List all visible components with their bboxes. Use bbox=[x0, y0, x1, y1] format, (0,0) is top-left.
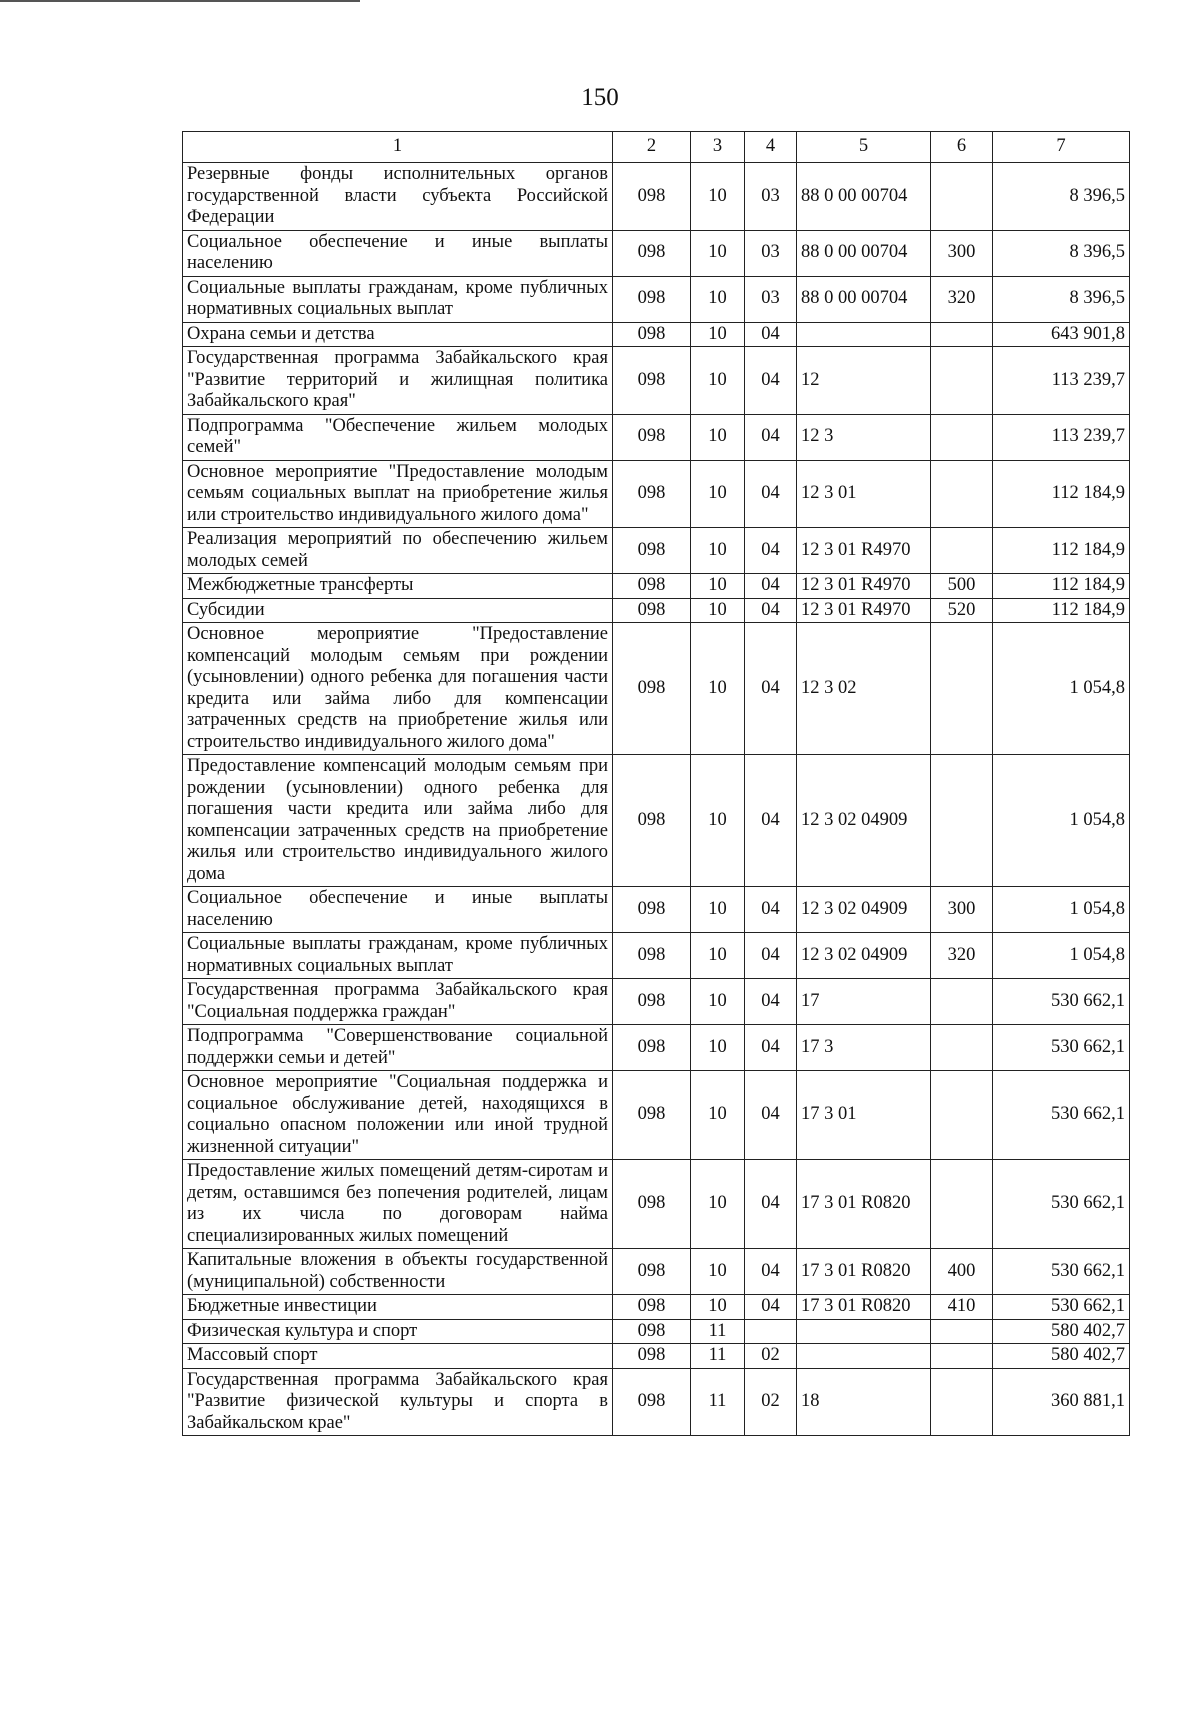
section-code-cell: 10 bbox=[691, 230, 745, 276]
subsection-code-cell: 04 bbox=[745, 460, 797, 528]
table-row bbox=[183, 755, 1130, 887]
grbs-code-cell: 098 bbox=[613, 574, 691, 599]
target-article-cell: 12 3 02 bbox=[797, 623, 931, 755]
expense-type-cell bbox=[931, 1344, 993, 1369]
item-name-cell: Основное мероприятие "Предоставление молодым семьям социальных выплат на приобретение жилья или строительство индивидуального жилого дома" bbox=[183, 460, 613, 528]
target-article-cell: 12 3 02 04909 bbox=[797, 755, 931, 887]
amount-cell: 8 396,5 bbox=[993, 276, 1130, 322]
subsection-code-cell: 04 bbox=[745, 322, 797, 347]
grbs-code-cell: 098 bbox=[613, 979, 691, 1025]
item-name-cell: Массовый спорт bbox=[183, 1344, 613, 1369]
section-code-cell: 11 bbox=[691, 1368, 745, 1436]
amount-cell: 530 662,1 bbox=[993, 1295, 1130, 1320]
target-article-cell bbox=[797, 1344, 931, 1369]
item-name-cell: Предоставление компенсаций молодым семьям при рождении (усыновлении) одного ребенка для погашения части кредита или займа либо для компенсации затраченных средств на приобретение жилья или строительство индивидуального жилого дома bbox=[183, 755, 613, 887]
table-row bbox=[183, 414, 1130, 460]
grbs-code-cell: 098 bbox=[613, 460, 691, 528]
amount-cell: 1 054,8 bbox=[993, 887, 1130, 933]
table-row bbox=[183, 574, 1130, 599]
section-code-cell: 10 bbox=[691, 1249, 745, 1295]
item-name-cell: Бюджетные инвестиции bbox=[183, 1295, 613, 1320]
target-article-cell: 17 3 01 bbox=[797, 1071, 931, 1160]
amount-cell: 530 662,1 bbox=[993, 1025, 1130, 1071]
expense-type-cell bbox=[931, 979, 993, 1025]
table-row bbox=[183, 598, 1130, 623]
table-row bbox=[183, 887, 1130, 933]
target-article-cell: 12 bbox=[797, 347, 931, 415]
grbs-code-cell: 098 bbox=[613, 1249, 691, 1295]
section-code-cell: 10 bbox=[691, 574, 745, 599]
table-row bbox=[183, 230, 1130, 276]
amount-cell: 580 402,7 bbox=[993, 1344, 1130, 1369]
grbs-code-cell: 098 bbox=[613, 1071, 691, 1160]
header-cell: 5 bbox=[797, 132, 931, 163]
item-name-cell: Субсидии bbox=[183, 598, 613, 623]
table-row bbox=[183, 347, 1130, 415]
table-row bbox=[183, 322, 1130, 347]
section-code-cell: 10 bbox=[691, 887, 745, 933]
section-code-cell: 10 bbox=[691, 1071, 745, 1160]
grbs-code-cell: 098 bbox=[613, 347, 691, 415]
section-code-cell: 10 bbox=[691, 163, 745, 231]
target-article-cell: 12 3 02 04909 bbox=[797, 933, 931, 979]
item-name-cell: Подпрограмма "Совершенствование социальной поддержки семьи и детей" bbox=[183, 1025, 613, 1071]
header-cell: 2 bbox=[613, 132, 691, 163]
item-name-cell: Капитальные вложения в объекты государственной (муниципальной) собственности bbox=[183, 1249, 613, 1295]
target-article-cell: 17 3 01 R0820 bbox=[797, 1160, 931, 1249]
table-row bbox=[183, 933, 1130, 979]
amount-cell: 112 184,9 bbox=[993, 598, 1130, 623]
item-name-cell: Социальные выплаты гражданам, кроме публичных нормативных социальных выплат bbox=[183, 933, 613, 979]
expense-type-cell bbox=[931, 414, 993, 460]
subsection-code-cell: 04 bbox=[745, 347, 797, 415]
subsection-code-cell: 04 bbox=[745, 528, 797, 574]
amount-cell: 1 054,8 bbox=[993, 623, 1130, 755]
item-name-cell: Резервные фонды исполнительных органов государственной власти субъекта Российской Федерации bbox=[183, 163, 613, 231]
section-code-cell: 10 bbox=[691, 528, 745, 574]
table-row bbox=[183, 1249, 1130, 1295]
target-article-cell: 12 3 01 bbox=[797, 460, 931, 528]
table-row bbox=[183, 528, 1130, 574]
expense-type-cell bbox=[931, 623, 993, 755]
amount-cell: 1 054,8 bbox=[993, 933, 1130, 979]
table-row bbox=[183, 1160, 1130, 1249]
table-row bbox=[183, 979, 1130, 1025]
target-article-cell: 17 3 01 R0820 bbox=[797, 1295, 931, 1320]
expense-type-cell bbox=[931, 755, 993, 887]
target-article-cell: 12 3 bbox=[797, 414, 931, 460]
subsection-code-cell: 03 bbox=[745, 230, 797, 276]
amount-cell: 8 396,5 bbox=[993, 163, 1130, 231]
table-row bbox=[183, 1071, 1130, 1160]
target-article-cell: 18 bbox=[797, 1368, 931, 1436]
amount-cell: 8 396,5 bbox=[993, 230, 1130, 276]
table-row bbox=[183, 1025, 1130, 1071]
target-article-cell: 17 bbox=[797, 979, 931, 1025]
subsection-code-cell bbox=[745, 1319, 797, 1344]
item-name-cell: Социальные выплаты гражданам, кроме публичных нормативных социальных выплат bbox=[183, 276, 613, 322]
subsection-code-cell: 02 bbox=[745, 1344, 797, 1369]
subsection-code-cell: 04 bbox=[745, 1160, 797, 1249]
header-row bbox=[183, 132, 1130, 163]
expense-type-cell: 320 bbox=[931, 276, 993, 322]
target-article-cell: 17 3 01 R0820 bbox=[797, 1249, 931, 1295]
amount-cell: 530 662,1 bbox=[993, 979, 1130, 1025]
amount-cell: 530 662,1 bbox=[993, 1160, 1130, 1249]
table-row bbox=[183, 1344, 1130, 1369]
header-cell: 3 bbox=[691, 132, 745, 163]
expense-type-cell bbox=[931, 1319, 993, 1344]
grbs-code-cell: 098 bbox=[613, 1025, 691, 1071]
table-row bbox=[183, 276, 1130, 322]
section-code-cell: 10 bbox=[691, 1295, 745, 1320]
section-code-cell: 10 bbox=[691, 460, 745, 528]
amount-cell: 113 239,7 bbox=[993, 347, 1130, 415]
subsection-code-cell: 04 bbox=[745, 623, 797, 755]
subsection-code-cell: 04 bbox=[745, 1071, 797, 1160]
grbs-code-cell: 098 bbox=[613, 163, 691, 231]
grbs-code-cell: 098 bbox=[613, 887, 691, 933]
target-article-cell: 12 3 01 R4970 bbox=[797, 574, 931, 599]
budget-table bbox=[182, 131, 1130, 1436]
subsection-code-cell: 04 bbox=[745, 1249, 797, 1295]
header-cell: 4 bbox=[745, 132, 797, 163]
subsection-code-cell: 04 bbox=[745, 598, 797, 623]
section-code-cell: 10 bbox=[691, 414, 745, 460]
section-code-cell: 10 bbox=[691, 276, 745, 322]
amount-cell: 112 184,9 bbox=[993, 574, 1130, 599]
section-code-cell: 10 bbox=[691, 1160, 745, 1249]
grbs-code-cell: 098 bbox=[613, 1368, 691, 1436]
item-name-cell: Реализация мероприятий по обеспечению жильем молодых семей bbox=[183, 528, 613, 574]
subsection-code-cell: 04 bbox=[745, 755, 797, 887]
target-article-cell: 17 3 bbox=[797, 1025, 931, 1071]
subsection-code-cell: 03 bbox=[745, 163, 797, 231]
item-name-cell: Подпрограмма "Обеспечение жильем молодых семей" bbox=[183, 414, 613, 460]
amount-cell: 643 901,8 bbox=[993, 322, 1130, 347]
subsection-code-cell: 04 bbox=[745, 574, 797, 599]
item-name-cell: Межбюджетные трансферты bbox=[183, 574, 613, 599]
subsection-code-cell: 04 bbox=[745, 887, 797, 933]
grbs-code-cell: 098 bbox=[613, 933, 691, 979]
section-code-cell: 10 bbox=[691, 322, 745, 347]
target-article-cell bbox=[797, 322, 931, 347]
grbs-code-cell: 098 bbox=[613, 598, 691, 623]
grbs-code-cell: 098 bbox=[613, 230, 691, 276]
amount-cell: 530 662,1 bbox=[993, 1249, 1130, 1295]
expense-type-cell bbox=[931, 163, 993, 231]
subsection-code-cell: 03 bbox=[745, 276, 797, 322]
grbs-code-cell: 098 bbox=[613, 623, 691, 755]
grbs-code-cell: 098 bbox=[613, 322, 691, 347]
section-code-cell: 11 bbox=[691, 1319, 745, 1344]
section-code-cell: 10 bbox=[691, 1025, 745, 1071]
item-name-cell: Основное мероприятие "Социальная поддержка и социальное обслуживание детей, находящихся в социально опасном положении или иной трудной жизненной ситуации" bbox=[183, 1071, 613, 1160]
section-code-cell: 10 bbox=[691, 623, 745, 755]
section-code-cell: 10 bbox=[691, 933, 745, 979]
target-article-cell: 88 0 00 00704 bbox=[797, 276, 931, 322]
expense-type-cell: 400 bbox=[931, 1249, 993, 1295]
grbs-code-cell: 098 bbox=[613, 755, 691, 887]
grbs-code-cell: 098 bbox=[613, 528, 691, 574]
expense-type-cell: 300 bbox=[931, 887, 993, 933]
expense-type-cell bbox=[931, 322, 993, 347]
target-article-cell bbox=[797, 1319, 931, 1344]
target-article-cell: 12 3 01 R4970 bbox=[797, 598, 931, 623]
subsection-code-cell: 04 bbox=[745, 933, 797, 979]
table-row bbox=[183, 163, 1130, 231]
page-number: 150 bbox=[581, 84, 619, 111]
subsection-code-cell: 04 bbox=[745, 979, 797, 1025]
section-code-cell: 10 bbox=[691, 347, 745, 415]
expense-type-cell bbox=[931, 347, 993, 415]
item-name-cell: Предоставление жилых помещений детям-сиротам и детям, оставшимся без попечения родителей, лицам из их числа по договорам найма специализированных жилых помещений bbox=[183, 1160, 613, 1249]
table-row bbox=[183, 1295, 1130, 1320]
header-cell: 6 bbox=[931, 132, 993, 163]
item-name-cell: Государственная программа Забайкальского края "Социальная поддержка граждан" bbox=[183, 979, 613, 1025]
amount-cell: 580 402,7 bbox=[993, 1319, 1130, 1344]
expense-type-cell: 300 bbox=[931, 230, 993, 276]
table-row bbox=[183, 1368, 1130, 1436]
subsection-code-cell: 04 bbox=[745, 414, 797, 460]
target-article-cell: 12 3 01 R4970 bbox=[797, 528, 931, 574]
grbs-code-cell: 098 bbox=[613, 414, 691, 460]
item-name-cell: Основное мероприятие "Предоставление компенсаций молодым семьям при рождении (усыновлении) одного ребенка для погашения части кредита или займа либо для компенсации затраченных средств на приобретение жилья или строительство индивидуального жилого дома" bbox=[183, 623, 613, 755]
item-name-cell: Физическая культура и спорт bbox=[183, 1319, 613, 1344]
grbs-code-cell: 098 bbox=[613, 1319, 691, 1344]
subsection-code-cell: 04 bbox=[745, 1025, 797, 1071]
grbs-code-cell: 098 bbox=[613, 1160, 691, 1249]
amount-cell: 1 054,8 bbox=[993, 755, 1130, 887]
item-name-cell: Социальное обеспечение и иные выплаты населению bbox=[183, 230, 613, 276]
amount-cell: 112 184,9 bbox=[993, 460, 1130, 528]
expense-type-cell bbox=[931, 1025, 993, 1071]
grbs-code-cell: 098 bbox=[613, 1295, 691, 1320]
target-article-cell: 88 0 00 00704 bbox=[797, 230, 931, 276]
section-code-cell: 10 bbox=[691, 979, 745, 1025]
item-name-cell: Государственная программа Забайкальского края "Развитие физической культуры и спорта в Забайкальском крае" bbox=[183, 1368, 613, 1436]
subsection-code-cell: 04 bbox=[745, 1295, 797, 1320]
header-cell: 1 bbox=[183, 132, 613, 163]
table-row bbox=[183, 623, 1130, 755]
item-name-cell: Охрана семьи и детства bbox=[183, 322, 613, 347]
expense-type-cell: 410 bbox=[931, 1295, 993, 1320]
expense-type-cell bbox=[931, 1160, 993, 1249]
expense-type-cell: 520 bbox=[931, 598, 993, 623]
table-row bbox=[183, 1319, 1130, 1344]
amount-cell: 360 881,1 bbox=[993, 1368, 1130, 1436]
expense-type-cell bbox=[931, 460, 993, 528]
grbs-code-cell: 098 bbox=[613, 276, 691, 322]
table-row bbox=[183, 460, 1130, 528]
item-name-cell: Социальное обеспечение и иные выплаты населению bbox=[183, 887, 613, 933]
amount-cell: 112 184,9 bbox=[993, 528, 1130, 574]
amount-cell: 113 239,7 bbox=[993, 414, 1130, 460]
expense-type-cell bbox=[931, 528, 993, 574]
section-code-cell: 10 bbox=[691, 755, 745, 887]
target-article-cell: 88 0 00 00704 bbox=[797, 163, 931, 231]
section-code-cell: 10 bbox=[691, 598, 745, 623]
expense-type-cell bbox=[931, 1368, 993, 1436]
header-cell: 7 bbox=[993, 132, 1130, 163]
section-code-cell: 11 bbox=[691, 1344, 745, 1369]
expense-type-cell bbox=[931, 1071, 993, 1160]
amount-cell: 530 662,1 bbox=[993, 1071, 1130, 1160]
grbs-code-cell: 098 bbox=[613, 1344, 691, 1369]
subsection-code-cell: 02 bbox=[745, 1368, 797, 1436]
item-name-cell: Государственная программа Забайкальского края "Развитие территорий и жилищная политика Забайкальского края" bbox=[183, 347, 613, 415]
expense-type-cell: 320 bbox=[931, 933, 993, 979]
target-article-cell: 12 3 02 04909 bbox=[797, 887, 931, 933]
top-scan-line bbox=[0, 0, 360, 2]
expense-type-cell: 500 bbox=[931, 574, 993, 599]
